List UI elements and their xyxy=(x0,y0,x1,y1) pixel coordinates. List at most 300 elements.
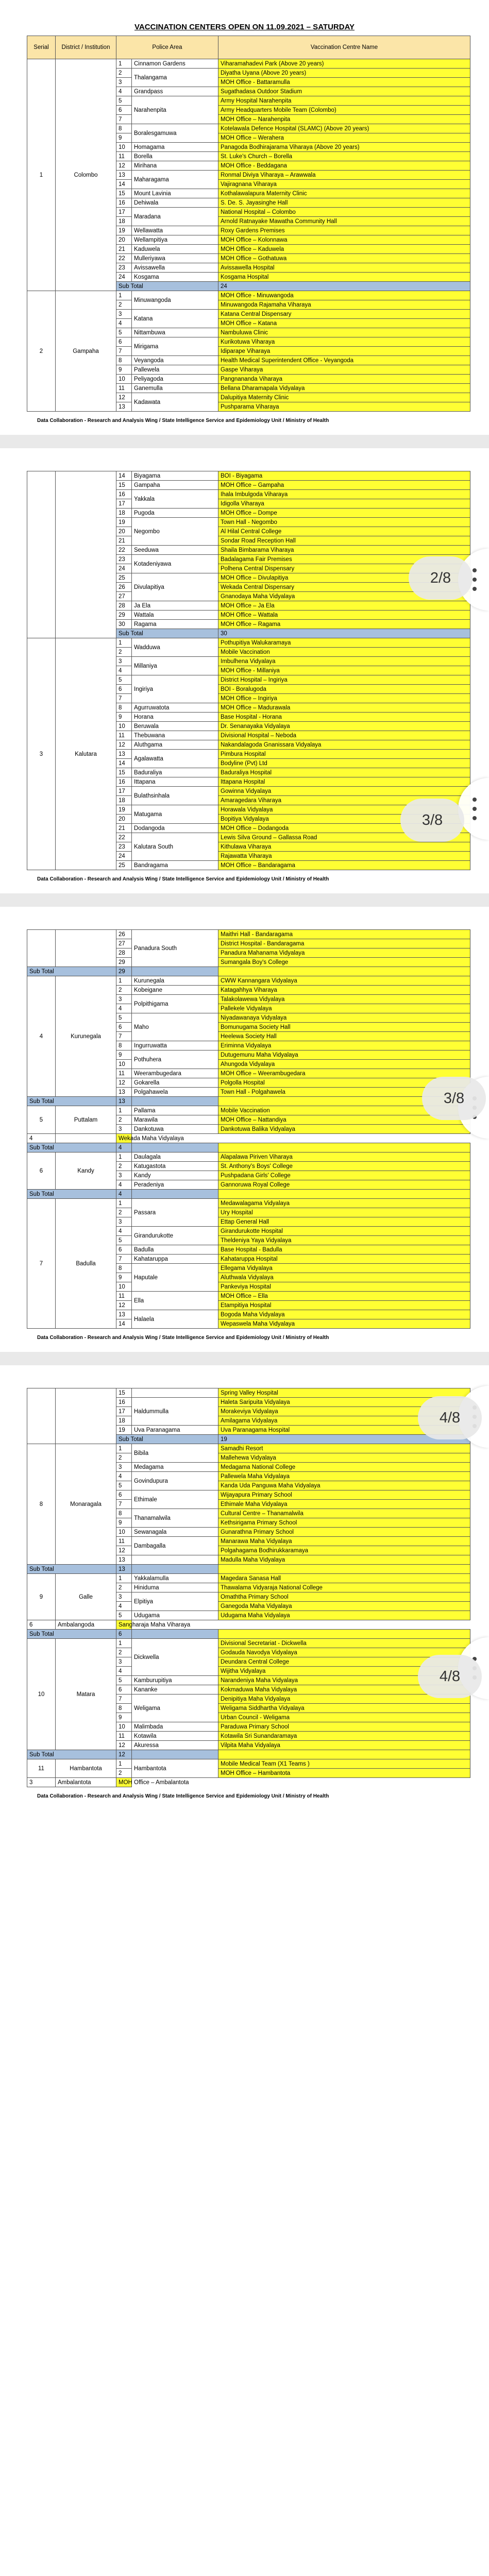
serial-cell: 3 xyxy=(27,638,56,870)
subtotal-label: Sub Total xyxy=(116,1435,218,1444)
centre-name-cell: Bopitiya Vidyalaya xyxy=(218,815,470,824)
row-number: 13 xyxy=(116,402,132,412)
centre-name-cell: Panagoda Bodhirajarama Viharaya (Above 20 years) xyxy=(218,143,470,152)
centre-name-cell: MOH Office – Wattala xyxy=(218,611,470,620)
document-page xyxy=(0,893,489,1352)
centre-name-cell: Ronmal Diviya Viharaya – Arawwala xyxy=(218,171,470,180)
row-number: 13 xyxy=(116,171,132,180)
centre-name-cell: MOH Office – Werahera xyxy=(218,133,470,143)
row-number: 11 xyxy=(116,731,132,740)
centre-name-cell: Samadhi Resort xyxy=(218,1444,470,1453)
row-number: 2 xyxy=(116,1162,132,1171)
centre-name-cell: MOH Office – Divulapitiya xyxy=(218,573,470,583)
row-number: 10 xyxy=(116,375,132,384)
police-area-cell: Maradana xyxy=(132,208,218,226)
row-number: 1 xyxy=(116,1199,132,1208)
subtotal-label: Sub Total xyxy=(27,1750,116,1759)
police-area-cell: Thalangama xyxy=(132,69,218,87)
header-centre-name: Vaccination Centre Name xyxy=(218,36,470,59)
row-number: 8 xyxy=(116,1041,132,1050)
row-number: 4 xyxy=(116,1472,132,1481)
police-area-cell: Boralesgamuwa xyxy=(132,124,218,143)
row-number: 27 xyxy=(116,939,132,948)
row-number: 3 xyxy=(116,1463,132,1472)
centre-name-cell: Badalagama Fair Premises xyxy=(218,555,470,564)
row-number: 21 xyxy=(116,536,132,546)
row-number: 3 xyxy=(116,310,132,319)
row-number: 9 xyxy=(116,365,132,375)
centre-name-cell: Rajawatta Viharaya xyxy=(218,852,470,861)
police-area-cell: Thanamalwila xyxy=(132,1509,218,1528)
subtotal-area-blank xyxy=(132,1097,218,1106)
row-number: 26 xyxy=(116,583,132,592)
police-area-cell: Gokarella xyxy=(132,1078,218,1088)
centre-name-cell: Sugathadasa Outdoor Stadium xyxy=(218,87,470,96)
centre-name-cell: Pushparama Viharaya xyxy=(218,402,470,412)
row-number: 5 xyxy=(116,1481,132,1490)
row-number: 2 xyxy=(116,648,132,657)
row-number: 9 xyxy=(116,1050,132,1060)
police-area-cell: Ja Ela xyxy=(132,601,218,611)
centre-name-cell: Wijayapura Primary School xyxy=(218,1490,470,1500)
page-indicator: 3/8 xyxy=(400,799,464,842)
centre-name-cell: Uva Paranagama Hospital xyxy=(218,1426,470,1435)
centre-name-cell: Wijitha Vidyalaya xyxy=(218,1667,470,1676)
row-number: 13 xyxy=(116,1088,132,1097)
row-number: 3 xyxy=(116,995,132,1004)
police-area-cell: Hambantota xyxy=(132,1759,218,1778)
row-number: 14 xyxy=(116,759,132,768)
police-area-cell: Passara xyxy=(132,1199,218,1227)
centre-name-cell: Haleta Saripuita Vidyalaya xyxy=(218,1398,470,1407)
row-number: 4 xyxy=(116,1180,132,1190)
centre-name-cell: Bomunugama Society Hall xyxy=(218,1023,470,1032)
centre-name-cell: MOH Office – Ella xyxy=(218,1292,470,1301)
centre-name-cell: District Hospital - Bandaragama xyxy=(218,939,470,948)
row-number: 4 xyxy=(116,1004,132,1013)
table-row xyxy=(27,638,470,648)
row-number: 6 xyxy=(116,1490,132,1500)
more-options-dot-icon xyxy=(473,587,477,591)
vaccination-centres-table xyxy=(27,1388,470,1787)
serial-cell xyxy=(27,1388,56,1444)
row-number: 9 xyxy=(116,1713,132,1722)
row-number: 12 xyxy=(116,161,132,171)
row-number: 1 xyxy=(116,291,132,300)
centre-name-cell: Town Hall - Negombo xyxy=(218,518,470,527)
centre-name-cell: Gowinna Vidyalaya xyxy=(218,787,470,796)
row-number: 25 xyxy=(116,861,132,870)
row-number: 4 xyxy=(116,87,132,96)
row-number: 11 xyxy=(116,1292,132,1301)
police-area-cell: Akuressa xyxy=(132,1741,218,1750)
centre-name-cell: MOH Office – Dompe xyxy=(218,509,470,518)
vaccination-centres-table xyxy=(27,36,470,412)
centre-name-cell: MOH Office – Narahenpita xyxy=(218,115,470,124)
police-area-cell: Seeduwa xyxy=(132,546,218,555)
centre-name-cell: Magedara Sanasa Hall xyxy=(218,1574,470,1583)
header-district: District / Institution xyxy=(56,36,116,59)
police-area-cell: Dankotuwa xyxy=(132,1125,218,1134)
row-number: 29 xyxy=(116,611,132,620)
centre-name-cell: Ganegoda Maha Vidyalaya xyxy=(218,1602,470,1611)
police-area-cell: Kosgama xyxy=(132,273,218,282)
subtotal-area-blank xyxy=(132,967,218,976)
centre-name-cell: MOH Office – Nattandiya xyxy=(218,1115,470,1125)
row-number: 23 xyxy=(116,263,132,273)
police-area-cell: Peliyagoda xyxy=(132,375,218,384)
centre-name-cell: Urban Council - Weligama xyxy=(218,1713,470,1722)
district-cell: Puttalam xyxy=(56,1106,116,1134)
subtotal-area-blank xyxy=(132,1190,218,1199)
row-number: 18 xyxy=(116,509,132,518)
row-number: 5 xyxy=(116,675,132,685)
police-area-cell: Ragama xyxy=(132,620,218,629)
centre-name-cell: Polhena Central Dispensary xyxy=(218,564,470,573)
police-area-cell: Divulapitiya xyxy=(132,573,218,601)
page-indicator: 3/8 xyxy=(422,1077,486,1120)
centre-name-cell: Maithri Hall - Bandaragama xyxy=(218,930,470,939)
row-number: 17 xyxy=(116,208,132,217)
police-area-cell: Agurruwatota xyxy=(132,703,218,713)
police-area-cell: Polpithigama xyxy=(132,995,218,1013)
police-area-cell: Pallama xyxy=(132,1106,218,1115)
centre-name-cell: MOH Office – Gothatuwa xyxy=(218,254,470,263)
row-number: 20 xyxy=(116,527,132,536)
police-area-cell: Kaduwela xyxy=(132,245,218,254)
centre-name-cell: MOH Office – Bandaragama xyxy=(218,861,470,870)
data-collaboration-footer: Data Collaboration - Research and Analysis Wing / State Intelligence Service and Epidemiology Unit / Ministry of Health xyxy=(37,876,329,882)
row-number: 17 xyxy=(116,1407,132,1416)
police-area-cell: Minuwangoda xyxy=(132,291,218,310)
centre-name-cell: MOH Office - Battaramulla xyxy=(218,78,470,87)
police-area-cell: Girandurukotte xyxy=(132,1227,218,1245)
row-number: 4 xyxy=(116,1667,132,1676)
police-area-cell: Ganemulla xyxy=(132,384,218,393)
row-number: 12 xyxy=(116,1546,132,1555)
row-number: 2 xyxy=(116,1115,132,1125)
district-cell: Badulla xyxy=(56,1199,116,1329)
centre-name-cell: MOH Office – Ja Ela xyxy=(218,601,470,611)
row-number: 15 xyxy=(116,1388,132,1398)
centre-name-cell: Gannoruwa Royal College xyxy=(218,1180,470,1190)
centre-name-cell: Bellana Dharamapala Vidyalaya xyxy=(218,384,470,393)
row-number: 10 xyxy=(116,1060,132,1069)
police-area-cell: Elpitiya xyxy=(132,1592,218,1611)
table-row xyxy=(27,1639,470,1648)
centre-name-cell: Weligama Siddhartha Vidyalaya xyxy=(218,1704,470,1713)
row-number: 15 xyxy=(116,481,132,490)
row-number: 7 xyxy=(116,1500,132,1509)
police-area-cell: Haldummulla xyxy=(132,1398,218,1426)
row-number: 6 xyxy=(116,1023,132,1032)
header-police-area: Police Area xyxy=(116,36,218,59)
row-number: 11 xyxy=(116,1537,132,1546)
document-title: VACCINATION CENTERS OPEN ON 11.09.2021 – SATURDAY xyxy=(134,23,355,31)
police-area-cell: Panadura South xyxy=(132,930,218,967)
row-number: 18 xyxy=(116,796,132,805)
police-area-cell: Govindupura xyxy=(132,1472,218,1490)
centre-name-cell: Niyadawanaya Vidyalaya xyxy=(218,1013,470,1023)
vaccination-centres-table xyxy=(27,929,470,1329)
serial-cell: 9 xyxy=(27,1574,56,1620)
row-number: 1 xyxy=(116,1574,132,1583)
subtotal-row xyxy=(27,1143,470,1153)
centre-name-cell: Cultural Centre – Thanamalwila xyxy=(218,1509,470,1518)
row-number: 11 xyxy=(116,384,132,393)
centre-name-cell: Arnold Ratnayake Mawatha Community Hall xyxy=(218,217,470,226)
centre-name-cell: Kokmaduwa Maha Vidyalaya xyxy=(218,1685,470,1694)
district-cell: Kandy xyxy=(56,1153,116,1190)
centre-name-cell: Health Medical Superintendent Office - Veyangoda xyxy=(218,356,470,365)
row-number: 8 xyxy=(116,124,132,133)
subtotal-centre-blank xyxy=(218,967,470,976)
centre-name-cell: Mobile Vaccination xyxy=(218,648,470,657)
police-area-cell xyxy=(132,1388,218,1398)
police-area-cell: Daulagala xyxy=(132,1153,218,1162)
table-row xyxy=(27,1620,470,1630)
row-number: 8 xyxy=(116,1264,132,1273)
district-cell: Monaragala xyxy=(56,1444,116,1565)
row-number: 5 xyxy=(116,328,132,337)
row-number: 24 xyxy=(116,273,132,282)
centre-name-cell: Panadura Mahanama Vidyalaya xyxy=(218,948,470,958)
row-number: 6 xyxy=(27,1620,56,1630)
centre-name-cell: MOH Office – Gampaha xyxy=(218,481,470,490)
subtotal-label: Sub Total xyxy=(27,1190,116,1199)
data-collaboration-footer: Data Collaboration - Research and Analysis Wing / State Intelligence Service and Epidemiology Unit / Ministry of Health xyxy=(37,1793,329,1799)
row-number: 7 xyxy=(116,1694,132,1704)
row-number: 5 xyxy=(116,1236,132,1245)
subtotal-centre-blank xyxy=(218,1630,470,1639)
centre-name-cell: Wepaswela Maha Vidyalaya xyxy=(218,1319,470,1329)
police-area-cell: Halaela xyxy=(132,1310,218,1329)
centre-name-cell: Narandeniya Maha Vidyalaya xyxy=(218,1676,470,1685)
police-area-cell: Wellawatta xyxy=(132,226,218,235)
centre-name-cell: Town Hall - Polgahawela xyxy=(218,1088,470,1097)
subtotal-label: Sub Total xyxy=(116,282,218,291)
row-number: 20 xyxy=(116,815,132,824)
centre-name-cell: Polgahagama Bodhirukkaramaya xyxy=(218,1546,470,1555)
police-area-cell: Gampaha xyxy=(132,481,218,490)
centre-name-cell: Eriminna Vidyalaya xyxy=(218,1041,470,1050)
row-number: 16 xyxy=(116,777,132,787)
police-area-cell: Yakkalamulla xyxy=(132,1574,218,1583)
police-area-cell: Ambalantota xyxy=(56,1778,116,1787)
row-number: 3 xyxy=(27,1778,56,1787)
row-number: 2 xyxy=(116,300,132,310)
centre-name-cell: Manarawa Maha Vidyalaya xyxy=(218,1537,470,1546)
row-number: 2 xyxy=(116,1583,132,1592)
district-cell: Galle xyxy=(56,1574,116,1620)
police-area-cell: Weerambugedara xyxy=(132,1069,218,1078)
centre-name-cell: MOH Office - Beddagana xyxy=(218,161,470,171)
centre-name-cell: Kanda Uda Panguwa Maha Vidyalaya xyxy=(218,1481,470,1490)
police-area-cell: Kamburupitiya xyxy=(132,1676,218,1685)
row-number: 12 xyxy=(116,740,132,750)
centre-name-cell: MOH Office – Ingiriya xyxy=(218,694,470,703)
centre-name-cell: Medawalagama Vidyalaya xyxy=(218,1199,470,1208)
document-page xyxy=(0,435,489,893)
row-number: 30 xyxy=(116,620,132,629)
centre-name-cell: Amilagama Vidyalaya xyxy=(218,1416,470,1426)
centre-name-cell: Sumangala Boy's College xyxy=(218,958,470,967)
police-area-cell: Bibila xyxy=(132,1444,218,1463)
police-area-cell: Veyangoda xyxy=(132,356,218,365)
centre-name-cell: S. De. S. Jayasinghe Hall xyxy=(218,198,470,208)
police-area-cell: Dambagalla xyxy=(132,1537,218,1555)
row-number: 1 xyxy=(116,638,132,648)
police-area-cell: Mount Lavinia xyxy=(132,189,218,198)
centre-name-cell: Wekada Maha Vidyalaya xyxy=(116,1134,132,1143)
district-cell: Kalutara xyxy=(56,638,116,870)
centre-name-cell: Idigolla Viharaya xyxy=(218,499,470,509)
police-area-cell: Ethimale xyxy=(132,1490,218,1509)
centre-name-cell: Aluthwala Vidyalaya xyxy=(218,1273,470,1282)
centre-name-cell: Medagama National College xyxy=(218,1463,470,1472)
police-area-cell: Maharagama xyxy=(132,171,218,189)
centre-name-cell: Shaila Bimbarama Viharaya xyxy=(218,546,470,555)
police-area-cell: Pugoda xyxy=(132,509,218,518)
row-number: 9 xyxy=(116,713,132,722)
police-area-cell: Kahataruppa xyxy=(132,1255,218,1264)
serial-cell: 11 xyxy=(27,1759,56,1778)
police-area-cell: Aluthgama xyxy=(132,740,218,750)
row-number: 18 xyxy=(116,217,132,226)
centre-name-cell: Al Hilal Central College xyxy=(218,527,470,536)
centre-name-cell: Gaspe Viharaya xyxy=(218,365,470,375)
centre-name-cell: CWW Kannangara Vidyalaya xyxy=(218,976,470,986)
centre-name-cell: Vajiragnana Viharaya xyxy=(218,180,470,189)
centre-name-cell: Kotawila Sri Sunandaramaya xyxy=(218,1732,470,1741)
police-area-cell: Maho xyxy=(132,1013,218,1041)
police-area-cell: Kandy xyxy=(132,1171,218,1180)
subtotal-centre-blank xyxy=(218,1143,470,1153)
row-number: 11 xyxy=(116,1069,132,1078)
centre-name-cell: Girandurukotte Hospital xyxy=(218,1227,470,1236)
police-area-cell: Wadduwa xyxy=(132,638,218,657)
row-number: 28 xyxy=(116,948,132,958)
row-number: 4 xyxy=(116,1602,132,1611)
centre-name-cell: Lewis Silva Ground – Gallassa Road xyxy=(218,833,470,842)
centre-name-cell: Denipitiya Maha Vidyalaya xyxy=(218,1694,470,1704)
centre-name-cell: Kurikotuwa Viharaya xyxy=(218,337,470,347)
serial-cell: 7 xyxy=(27,1199,56,1329)
police-area-cell: Kananke xyxy=(132,1685,218,1694)
subtotal-label: Sub Total xyxy=(27,1143,116,1153)
row-number: 10 xyxy=(116,1528,132,1537)
centre-name-cell: Talakolawewa Vidyalaya xyxy=(218,995,470,1004)
table-row xyxy=(27,1199,470,1208)
centre-name-cell: Heelewa Society Hall xyxy=(218,1032,470,1041)
centre-name-cell: Vilpita Maha Vidyalaya xyxy=(218,1741,470,1750)
table-row xyxy=(27,976,470,986)
serial-cell: 8 xyxy=(27,1444,56,1565)
row-number: 7 xyxy=(116,1032,132,1041)
centre-name-cell: MOH Office – Katana xyxy=(218,319,470,328)
police-area-cell: Beruwala xyxy=(132,722,218,731)
row-number: 12 xyxy=(116,1741,132,1750)
row-number: 13 xyxy=(116,750,132,759)
police-area-cell: Ittapana xyxy=(132,777,218,787)
subtotal-label: Sub Total xyxy=(27,1630,116,1639)
centre-name-cell: MOH Office – Ambalantota xyxy=(116,1778,132,1787)
row-number: 4 xyxy=(27,1134,56,1143)
police-area-cell: Malimbada xyxy=(132,1722,218,1732)
row-number: 18 xyxy=(116,1416,132,1426)
police-area-cell: Peradeniya xyxy=(132,1180,218,1190)
centre-name-cell: Wekada Central Dispensary xyxy=(218,583,470,592)
subtotal-count: 24 xyxy=(218,282,470,291)
centre-name-cell: Mobile Medical Team (X1 Teams ) xyxy=(218,1759,470,1769)
police-area-cell: Medagama xyxy=(132,1463,218,1472)
row-number: 19 xyxy=(116,226,132,235)
serial-cell xyxy=(27,930,56,967)
police-area-cell: Ambalangoda xyxy=(56,1620,116,1630)
police-area-cell: Ingurruwatta xyxy=(132,1041,218,1050)
table-row xyxy=(27,471,470,481)
row-number: 27 xyxy=(116,592,132,601)
row-number: 9 xyxy=(116,133,132,143)
centre-name-cell: MOH Office – Ragama xyxy=(218,620,470,629)
centre-name-cell: Divisional Secretariat - Dickwella xyxy=(218,1639,470,1648)
police-area-cell: Agalawatta xyxy=(132,750,218,768)
police-area-cell: Weligama xyxy=(132,1694,218,1722)
row-number: 8 xyxy=(116,356,132,365)
centre-name-cell: Mobile Vaccination xyxy=(218,1106,470,1115)
centre-name-cell: MOH Office – Kaduwela xyxy=(218,245,470,254)
centre-name-cell: Udugama Maha Vidyalaya xyxy=(218,1611,470,1620)
district-cell xyxy=(56,930,116,967)
row-number: 2 xyxy=(116,1769,132,1778)
police-area-cell: Haputale xyxy=(132,1264,218,1292)
police-area-cell: Wattala xyxy=(132,611,218,620)
police-area-cell: Borella xyxy=(132,152,218,161)
district-cell: Colombo xyxy=(56,59,116,291)
subtotal-centre-blank xyxy=(218,1190,470,1199)
centre-name-cell: BOI - Boralugoda xyxy=(218,685,470,694)
centre-name-cell: National Hospital – Colombo xyxy=(218,208,470,217)
subtotal-count: 6 xyxy=(116,1630,132,1639)
row-number: 12 xyxy=(116,1078,132,1088)
police-area-cell: Bandragama xyxy=(132,861,218,870)
row-number: 23 xyxy=(116,555,132,564)
row-number: 1 xyxy=(116,1759,132,1769)
row-number: 16 xyxy=(116,198,132,208)
row-number: 7 xyxy=(116,1255,132,1264)
police-area-cell: Avissawella xyxy=(132,263,218,273)
table-row xyxy=(27,1778,470,1787)
row-number: 1 xyxy=(116,976,132,986)
police-area-cell: Mirigama xyxy=(132,337,218,356)
row-number: 5 xyxy=(116,96,132,106)
centre-name-cell: Divisional Hospital – Neboda xyxy=(218,731,470,740)
row-number: 15 xyxy=(116,189,132,198)
centre-name-cell: Omaththa Primary School xyxy=(218,1592,470,1602)
subtotal-count: 30 xyxy=(218,629,470,638)
row-number: 6 xyxy=(116,337,132,347)
centre-name-cell: Morakeviya Vidyalaya xyxy=(218,1407,470,1416)
district-cell xyxy=(56,1388,116,1444)
police-area-cell: Kalutara South xyxy=(132,833,218,861)
row-number: 19 xyxy=(116,518,132,527)
centre-name-cell: Avissawella Hospital xyxy=(218,263,470,273)
centre-name-cell: Base Hospital - Badulla xyxy=(218,1245,470,1255)
row-number: 19 xyxy=(116,805,132,815)
police-area-cell: Katugastota xyxy=(132,1162,218,1171)
centre-name-cell: Ethimale Maha Vidyalaya xyxy=(218,1500,470,1509)
centre-name-cell: Gnanodaya Maha Vidyalaya xyxy=(218,592,470,601)
